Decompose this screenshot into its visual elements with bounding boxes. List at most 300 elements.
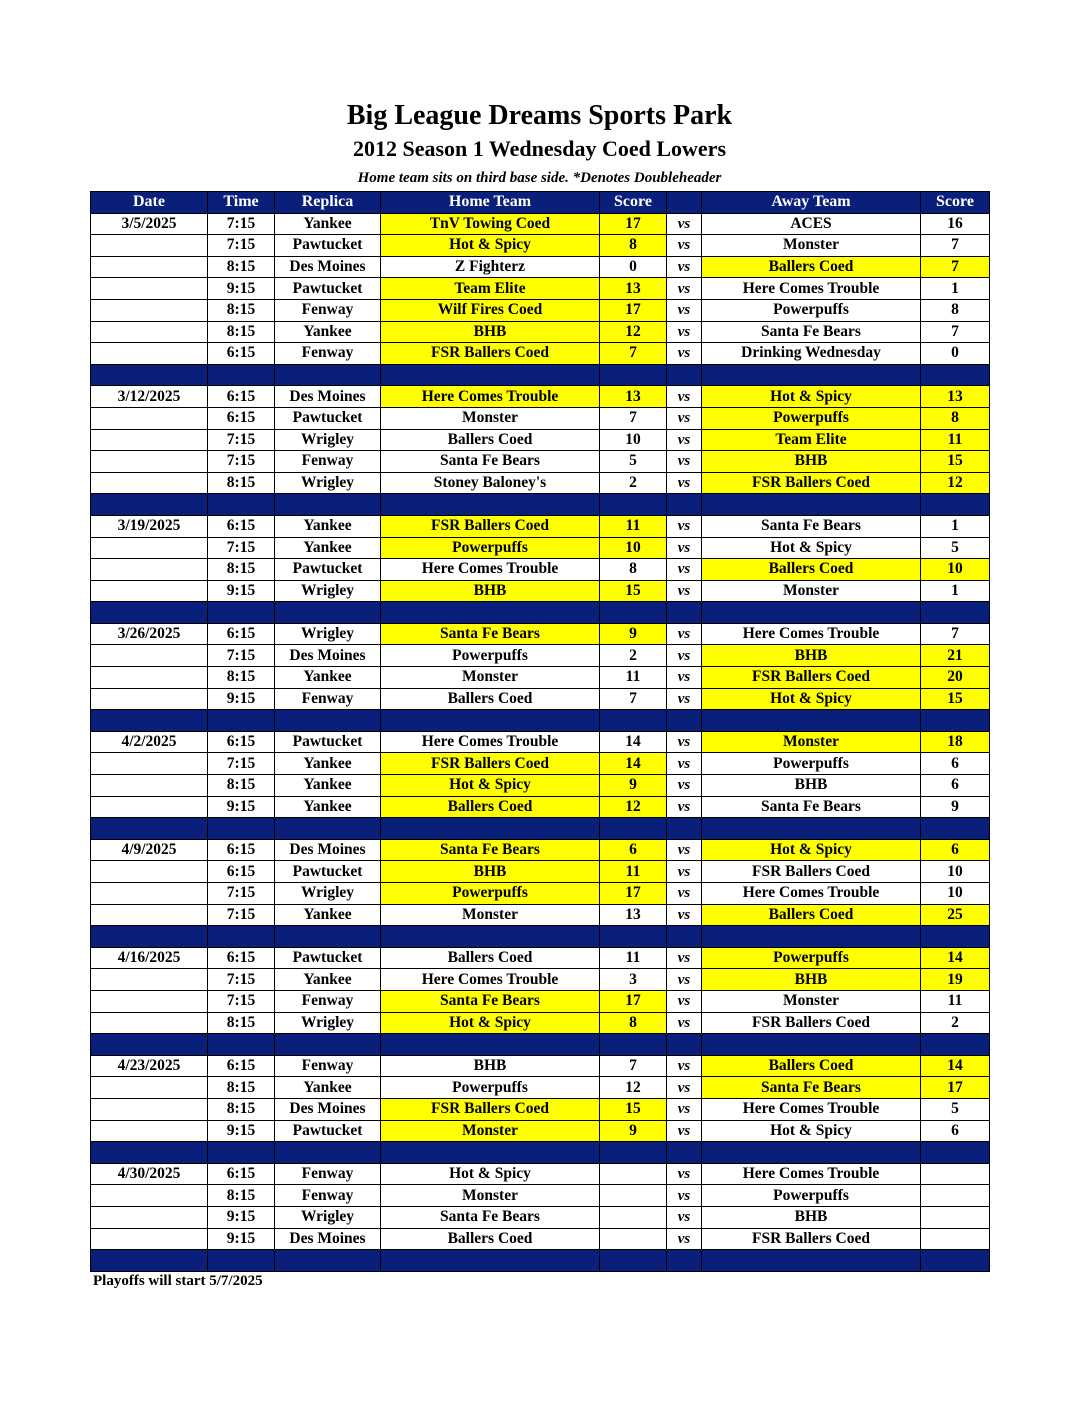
date-cell: [91, 1185, 208, 1207]
away-score-cell: 16: [921, 213, 990, 235]
separator-cell: [921, 710, 990, 732]
date-cell: [91, 1098, 208, 1120]
table-row: [91, 580, 990, 602]
home-team-cell: Monster: [381, 667, 600, 689]
vs-cell: vs: [667, 1055, 702, 1077]
separator-cell: [275, 926, 381, 948]
separator-cell: [91, 1034, 208, 1056]
separator-cell: [921, 818, 990, 840]
table-row: [91, 1163, 990, 1185]
away-team-cell: Powerpuffs: [702, 299, 921, 321]
field-cell: Yankee: [275, 753, 381, 775]
separator-cell: [208, 494, 275, 516]
field-cell: Fenway: [275, 299, 381, 321]
field-cell: Wrigley: [275, 1012, 381, 1034]
home-score-cell: 15: [600, 580, 667, 602]
away-score-cell: 15: [921, 688, 990, 710]
away-score-cell: 10: [921, 883, 990, 905]
date-cell: [91, 278, 208, 300]
week-separator-row: [91, 710, 990, 732]
home-score-cell: [600, 1206, 667, 1228]
separator-cell: [702, 1034, 921, 1056]
table-row: [91, 1120, 990, 1142]
home-team-cell: BHB: [381, 1055, 600, 1077]
date-cell: [91, 1077, 208, 1099]
date-cell: [91, 407, 208, 429]
away-team-cell: FSR Ballers Coed: [702, 472, 921, 494]
field-cell: Yankee: [275, 321, 381, 343]
table-row: [91, 407, 990, 429]
vs-cell: vs: [667, 1185, 702, 1207]
field-cell: Wrigley: [275, 1206, 381, 1228]
home-team-cell: Santa Fe Bears: [381, 451, 600, 473]
away-team-cell: Ballers Coed: [702, 1055, 921, 1077]
separator-cell: [600, 602, 667, 624]
home-team-cell: Monster: [381, 407, 600, 429]
vs-cell: vs: [667, 213, 702, 235]
away-score-cell: 6: [921, 753, 990, 775]
away-team-cell: BHB: [702, 645, 921, 667]
field-cell: Fenway: [275, 343, 381, 365]
table-row: [91, 1228, 990, 1250]
home-team-cell: FSR Ballers Coed: [381, 515, 600, 537]
time-cell: 6:15: [208, 1163, 275, 1185]
home-team-cell: Here Comes Trouble: [381, 559, 600, 581]
separator-cell: [381, 364, 600, 386]
away-team-cell: Here Comes Trouble: [702, 883, 921, 905]
separator-cell: [600, 1250, 667, 1272]
separator-cell: [91, 710, 208, 732]
separator-cell: [921, 602, 990, 624]
field-cell: Yankee: [275, 515, 381, 537]
vs-cell: vs: [667, 623, 702, 645]
time-cell: 9:15: [208, 688, 275, 710]
away-score-cell: 21: [921, 645, 990, 667]
away-score-cell: 10: [921, 559, 990, 581]
vs-cell: vs: [667, 1012, 702, 1034]
home-score-cell: 2: [600, 645, 667, 667]
date-cell: [91, 645, 208, 667]
home-score-cell: 9: [600, 623, 667, 645]
home-team-cell: Stoney Baloney's: [381, 472, 600, 494]
field-cell: Fenway: [275, 451, 381, 473]
time-cell: 7:15: [208, 213, 275, 235]
col-replica: Replica: [275, 192, 381, 214]
home-score-cell: 6: [600, 839, 667, 861]
time-cell: 6:15: [208, 343, 275, 365]
away-score-cell: 15: [921, 451, 990, 473]
separator-cell: [702, 1142, 921, 1164]
date-cell: [91, 667, 208, 689]
away-team-cell: Here Comes Trouble: [702, 1098, 921, 1120]
table-row: [91, 235, 990, 257]
separator-cell: [91, 494, 208, 516]
away-score-cell: 8: [921, 299, 990, 321]
home-team-cell: Powerpuffs: [381, 883, 600, 905]
field-cell: Fenway: [275, 688, 381, 710]
away-score-cell: 13: [921, 386, 990, 408]
doubleheader-note: Home team sits on third base side. *Denotes Doubleheader: [357, 170, 722, 186]
field-cell: Wrigley: [275, 580, 381, 602]
time-cell: 7:15: [208, 969, 275, 991]
col-home-score: Score: [600, 192, 667, 214]
time-cell: 8:15: [208, 775, 275, 797]
time-cell: 9:15: [208, 796, 275, 818]
vs-cell: vs: [667, 688, 702, 710]
away-team-cell: Ballers Coed: [702, 256, 921, 278]
table-row: [91, 775, 990, 797]
away-team-cell: Monster: [702, 990, 921, 1012]
home-team-cell: Ballers Coed: [381, 947, 600, 969]
col-vs: [667, 192, 702, 214]
home-team-cell: Monster: [381, 1120, 600, 1142]
home-score-cell: 0: [600, 256, 667, 278]
vs-cell: vs: [667, 839, 702, 861]
separator-cell: [921, 926, 990, 948]
week-separator-row: [91, 602, 990, 624]
vs-cell: vs: [667, 796, 702, 818]
header-row: [91, 192, 990, 214]
home-team-cell: Santa Fe Bears: [381, 990, 600, 1012]
home-score-cell: 12: [600, 321, 667, 343]
table-row: [91, 839, 990, 861]
vs-cell: vs: [667, 947, 702, 969]
field-cell: Yankee: [275, 537, 381, 559]
week-separator-row: [91, 364, 990, 386]
table-row: [91, 753, 990, 775]
field-cell: Pawtucket: [275, 947, 381, 969]
home-score-cell: 2: [600, 472, 667, 494]
table-row: [91, 386, 990, 408]
away-team-cell: Ballers Coed: [702, 559, 921, 581]
separator-cell: [208, 1034, 275, 1056]
time-cell: 7:15: [208, 537, 275, 559]
date-cell: [91, 537, 208, 559]
separator-cell: [600, 364, 667, 386]
separator-cell: [921, 1250, 990, 1272]
away-team-cell: Drinking Wednesday: [702, 343, 921, 365]
time-cell: 8:15: [208, 1012, 275, 1034]
separator-cell: [91, 1250, 208, 1272]
away-score-cell: 9: [921, 796, 990, 818]
time-cell: 6:15: [208, 947, 275, 969]
vs-cell: vs: [667, 1163, 702, 1185]
home-score-cell: 8: [600, 1012, 667, 1034]
table-row: [91, 645, 990, 667]
separator-cell: [275, 818, 381, 840]
separator-cell: [208, 926, 275, 948]
separator-cell: [381, 710, 600, 732]
away-team-cell: Powerpuffs: [702, 753, 921, 775]
away-team-cell: FSR Ballers Coed: [702, 1228, 921, 1250]
home-score-cell: 14: [600, 753, 667, 775]
field-cell: Wrigley: [275, 472, 381, 494]
separator-cell: [702, 818, 921, 840]
home-team-cell: Ballers Coed: [381, 429, 600, 451]
field-cell: Des Moines: [275, 386, 381, 408]
time-cell: 7:15: [208, 990, 275, 1012]
table-row: [91, 731, 990, 753]
vs-cell: vs: [667, 299, 702, 321]
separator-cell: [275, 1142, 381, 1164]
home-score-cell: 10: [600, 537, 667, 559]
field-cell: Wrigley: [275, 429, 381, 451]
date-cell: [91, 559, 208, 581]
separator-cell: [208, 1142, 275, 1164]
table-row: [91, 904, 990, 926]
home-score-cell: [600, 1185, 667, 1207]
home-score-cell: 8: [600, 235, 667, 257]
home-team-cell: Here Comes Trouble: [381, 969, 600, 991]
date-cell: [91, 321, 208, 343]
separator-cell: [275, 364, 381, 386]
date-cell: [91, 1120, 208, 1142]
separator-cell: [91, 818, 208, 840]
home-score-cell: 13: [600, 278, 667, 300]
away-team-cell: Hot & Spicy: [702, 839, 921, 861]
table-row: [91, 688, 990, 710]
date-cell: 4/23/2025: [91, 1055, 208, 1077]
date-cell: 3/12/2025: [91, 386, 208, 408]
vs-cell: vs: [667, 731, 702, 753]
separator-cell: [381, 1250, 600, 1272]
date-cell: [91, 235, 208, 257]
home-score-cell: 11: [600, 861, 667, 883]
field-cell: Des Moines: [275, 645, 381, 667]
table-row: [91, 1206, 990, 1228]
vs-cell: vs: [667, 990, 702, 1012]
separator-cell: [667, 364, 702, 386]
home-team-cell: Hot & Spicy: [381, 1012, 600, 1034]
table-row: [91, 947, 990, 969]
vs-cell: vs: [667, 235, 702, 257]
away-score-cell: 12: [921, 472, 990, 494]
field-cell: Pawtucket: [275, 1120, 381, 1142]
date-cell: [91, 429, 208, 451]
table-row: [91, 299, 990, 321]
table-row: [91, 990, 990, 1012]
time-cell: 8:15: [208, 256, 275, 278]
home-score-cell: 17: [600, 990, 667, 1012]
table-row: [91, 429, 990, 451]
time-cell: 6:15: [208, 1055, 275, 1077]
away-score-cell: 10: [921, 861, 990, 883]
date-cell: [91, 904, 208, 926]
page-title: Big League Dreams Sports Park: [346, 100, 733, 131]
week-separator-row: [91, 926, 990, 948]
home-team-cell: Santa Fe Bears: [381, 623, 600, 645]
away-team-cell: Here Comes Trouble: [702, 623, 921, 645]
home-score-cell: [600, 1163, 667, 1185]
vs-cell: vs: [667, 580, 702, 602]
home-score-cell: 10: [600, 429, 667, 451]
schedule-table: [90, 191, 990, 1272]
vs-cell: vs: [667, 429, 702, 451]
home-team-cell: Santa Fe Bears: [381, 1206, 600, 1228]
separator-cell: [702, 364, 921, 386]
separator-cell: [667, 1034, 702, 1056]
away-team-cell: Powerpuffs: [702, 407, 921, 429]
table-row: [91, 278, 990, 300]
vs-cell: vs: [667, 515, 702, 537]
separator-cell: [275, 1034, 381, 1056]
home-score-cell: 15: [600, 1098, 667, 1120]
vs-cell: vs: [667, 645, 702, 667]
home-score-cell: [600, 1228, 667, 1250]
table-row: [91, 1077, 990, 1099]
away-team-cell: Team Elite: [702, 429, 921, 451]
field-cell: Pawtucket: [275, 861, 381, 883]
time-cell: 9:15: [208, 1228, 275, 1250]
away-team-cell: Santa Fe Bears: [702, 1077, 921, 1099]
separator-cell: [702, 710, 921, 732]
away-score-cell: 6: [921, 1120, 990, 1142]
separator-cell: [600, 926, 667, 948]
col-away-team: Away Team: [702, 192, 921, 214]
away-team-cell: Here Comes Trouble: [702, 1163, 921, 1185]
separator-cell: [381, 602, 600, 624]
separator-cell: [600, 1142, 667, 1164]
away-score-cell: 14: [921, 947, 990, 969]
separator-cell: [600, 494, 667, 516]
table-row: [91, 515, 990, 537]
date-cell: [91, 343, 208, 365]
time-cell: 6:15: [208, 861, 275, 883]
separator-cell: [381, 1034, 600, 1056]
time-cell: 9:15: [208, 1206, 275, 1228]
away-score-cell: 1: [921, 278, 990, 300]
away-score-cell: 6: [921, 839, 990, 861]
home-team-cell: Here Comes Trouble: [381, 731, 600, 753]
time-cell: 7:15: [208, 753, 275, 775]
time-cell: 7:15: [208, 645, 275, 667]
separator-cell: [667, 602, 702, 624]
date-cell: 4/30/2025: [91, 1163, 208, 1185]
date-cell: [91, 775, 208, 797]
separator-cell: [702, 494, 921, 516]
separator-cell: [702, 1250, 921, 1272]
separator-cell: [667, 494, 702, 516]
away-score-cell: 7: [921, 256, 990, 278]
away-team-cell: Santa Fe Bears: [702, 321, 921, 343]
home-score-cell: 12: [600, 1077, 667, 1099]
away-team-cell: BHB: [702, 451, 921, 473]
date-cell: 3/19/2025: [91, 515, 208, 537]
vs-cell: vs: [667, 559, 702, 581]
field-cell: Yankee: [275, 1077, 381, 1099]
separator-cell: [381, 1142, 600, 1164]
field-cell: Yankee: [275, 213, 381, 235]
separator-cell: [600, 818, 667, 840]
away-score-cell: [921, 1185, 990, 1207]
playoffs-note: Playoffs will start 5/7/2025: [93, 1273, 263, 1289]
vs-cell: vs: [667, 861, 702, 883]
table-row: [91, 472, 990, 494]
away-score-cell: [921, 1163, 990, 1185]
field-cell: Yankee: [275, 667, 381, 689]
field-cell: Yankee: [275, 796, 381, 818]
vs-cell: vs: [667, 883, 702, 905]
home-score-cell: 11: [600, 667, 667, 689]
home-score-cell: 14: [600, 731, 667, 753]
home-team-cell: FSR Ballers Coed: [381, 1098, 600, 1120]
field-cell: Pawtucket: [275, 278, 381, 300]
away-team-cell: FSR Ballers Coed: [702, 861, 921, 883]
field-cell: Wrigley: [275, 883, 381, 905]
week-separator-row: [91, 1142, 990, 1164]
date-cell: 3/26/2025: [91, 623, 208, 645]
home-score-cell: 7: [600, 407, 667, 429]
away-team-cell: Ballers Coed: [702, 904, 921, 926]
field-cell: Fenway: [275, 1163, 381, 1185]
table-row: [91, 256, 990, 278]
field-cell: Fenway: [275, 1055, 381, 1077]
away-score-cell: 1: [921, 515, 990, 537]
field-cell: Des Moines: [275, 256, 381, 278]
vs-cell: vs: [667, 775, 702, 797]
date-cell: 4/2/2025: [91, 731, 208, 753]
home-team-cell: BHB: [381, 861, 600, 883]
date-cell: [91, 861, 208, 883]
home-score-cell: 17: [600, 213, 667, 235]
col-away-score: Score: [921, 192, 990, 214]
away-team-cell: Hot & Spicy: [702, 1120, 921, 1142]
away-score-cell: 7: [921, 321, 990, 343]
home-team-cell: Santa Fe Bears: [381, 839, 600, 861]
home-team-cell: Hot & Spicy: [381, 235, 600, 257]
time-cell: 8:15: [208, 472, 275, 494]
vs-cell: vs: [667, 1098, 702, 1120]
vs-cell: vs: [667, 256, 702, 278]
away-team-cell: BHB: [702, 775, 921, 797]
date-cell: [91, 1206, 208, 1228]
home-score-cell: 17: [600, 883, 667, 905]
away-score-cell: [921, 1228, 990, 1250]
away-score-cell: 7: [921, 235, 990, 257]
field-cell: Fenway: [275, 990, 381, 1012]
away-score-cell: 18: [921, 731, 990, 753]
away-score-cell: 20: [921, 667, 990, 689]
away-score-cell: 6: [921, 775, 990, 797]
time-cell: 6:15: [208, 407, 275, 429]
field-cell: Wrigley: [275, 623, 381, 645]
field-cell: Fenway: [275, 1185, 381, 1207]
table-row: [91, 451, 990, 473]
time-cell: 7:15: [208, 451, 275, 473]
time-cell: 8:15: [208, 321, 275, 343]
home-team-cell: Team Elite: [381, 278, 600, 300]
separator-cell: [921, 1034, 990, 1056]
away-score-cell: 11: [921, 990, 990, 1012]
time-cell: 6:15: [208, 839, 275, 861]
separator-cell: [600, 1034, 667, 1056]
away-team-cell: FSR Ballers Coed: [702, 1012, 921, 1034]
week-separator-row: [91, 1034, 990, 1056]
table-row: [91, 321, 990, 343]
home-score-cell: 13: [600, 904, 667, 926]
vs-cell: vs: [667, 451, 702, 473]
away-score-cell: 2: [921, 1012, 990, 1034]
date-cell: [91, 990, 208, 1012]
home-team-cell: Z Fighterz: [381, 256, 600, 278]
separator-cell: [667, 1250, 702, 1272]
vs-cell: vs: [667, 1077, 702, 1099]
away-team-cell: Santa Fe Bears: [702, 796, 921, 818]
date-cell: 3/5/2025: [91, 213, 208, 235]
away-score-cell: 0: [921, 343, 990, 365]
field-cell: Des Moines: [275, 1098, 381, 1120]
separator-cell: [381, 818, 600, 840]
